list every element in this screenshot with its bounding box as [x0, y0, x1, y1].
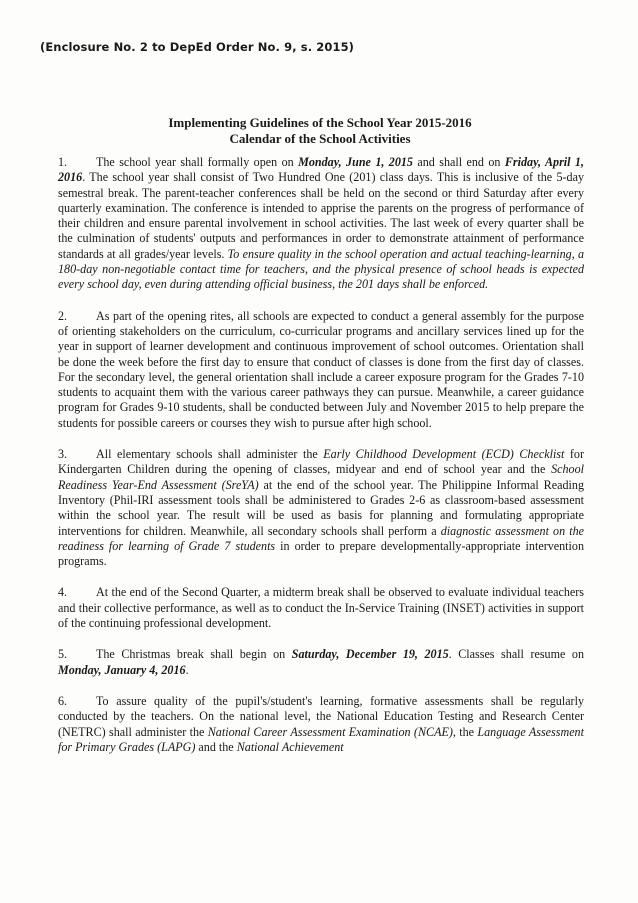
- text-segment: and the: [195, 739, 237, 754]
- text-segment: To assure quality of the pupil's/student's learning, formative assessments shall be regularly conducted by the teachers. On the national level, the National Education Testing and Research Center (NETRC) shall administer the: [58, 693, 584, 739]
- text-segment: The Christmas break shall begin on: [96, 647, 292, 662]
- emphasis-segment: National Achievement: [236, 739, 344, 754]
- title-line-2: Calendar of the School Activities: [229, 131, 411, 146]
- text-segment: and shall end on: [412, 155, 505, 169]
- date-segment: Saturday, December 19, 2015: [291, 647, 449, 662]
- emphasis-segment: diagnostic assessment on the readiness for learning of Grade 7 students: [58, 523, 584, 553]
- date-segment: Monday, June 1, 2015: [298, 155, 413, 169]
- paragraph-number: 1.: [58, 155, 68, 169]
- text-segment: , the: [452, 724, 478, 739]
- document-title: [60, 115, 580, 147]
- date-segment: Friday, April 1, 2016: [58, 155, 584, 185]
- text-segment: for Kindergarten Children during the opening of classes, midyear and end of school year and the: [58, 447, 585, 477]
- emphasis-segment: National Career Assessment Examination (NCAE): [207, 724, 453, 739]
- paragraph-number: 2.: [58, 308, 68, 323]
- document-body: [58, 155, 584, 771]
- text-segment: As part of the opening rites, all schools are expected to conduct a general assembly for the purpose of orienting stakeholders on the curriculum, co-curricular programs and ancillary services lined up for the year in support of learner development and continuous improvement of school outcomes. Orientation shall be done the week before the first day to ensure that conduct of classes is done from the first day of classes. For the secondary level, the general orientation shall include a career exposure program for the Grades 7-10 students to acquaint them with the various career pathways they can pursue. Meanwhile, a career guidance program for Grades 9-10 students, shall be conducted between July and November 2015 to help prepare the students for possible careers or courses they wish to pursue after high school.: [58, 308, 584, 430]
- paragraph-number: 5.: [58, 647, 68, 662]
- emphasis-segment: To ensure quality in the school operation and actual teaching-learning, a 180-day non-negotiable contact time for teachers, and the physical presence of school heads is expected every school day, even during attending official business, the 201 days shall be enforced.: [58, 246, 585, 292]
- text-segment: .: [185, 662, 189, 677]
- title-line-1: Implementing Guidelines of the School Year 2015-2016: [168, 115, 472, 130]
- enclosure-label: (Enclosure No. 2 to DepEd Order No. 9, s. 2015): [40, 40, 355, 54]
- emphasis-segment: Early Childhood Development (ECD) Checklist: [323, 447, 565, 462]
- text-segment: At the end of the Second Quarter, a midterm break shall be observed to evaluate individual teachers and their collective performance, as well as to conduct the In-Service Training (INSET) activities in support of the continuing professional development.: [58, 585, 584, 631]
- paragraph-number: 3.: [58, 447, 68, 462]
- paragraph-number: 6.: [58, 693, 68, 708]
- text-segment: All elementary schools shall administer the: [96, 447, 324, 462]
- paragraph-6: [58, 694, 584, 755]
- text-segment: The school year shall formally open on: [96, 155, 299, 169]
- paragraph-1: [58, 155, 584, 293]
- text-segment: at the end of the school year. The Philippine Informal Reading Inventory (Phil-IRI assessment tools shall be administered to Grades 2-6 as classroom-based assessment within the school year. The result will be used as basis for planning and formulating appropriate interventions for children. Meanwhile, all secondary schools shall perform a: [58, 477, 584, 538]
- paragraph-5: [58, 647, 584, 678]
- paragraph-2: [58, 309, 584, 431]
- text-segment: in order to prepare developmentally-appropriate intervention programs.: [58, 538, 584, 569]
- emphasis-segment: Language Assessment for Primary Grades (LAPG): [58, 724, 584, 754]
- text-segment: . The school year shall consist of Two Hundred One (201) class days. This is inclusive of the 5-day semestral break. The parent-teacher conferences shall be held on the second or third Saturday after every quarterly examination. The conference is intended to apprise the parents on the progress of performance of their children and ensure parental involvement in school activities. The last week of every quarter shall be the culmination of students' outputs and performances in order to demonstrate attainment of performance standards at all grades/year levels.: [58, 170, 584, 261]
- date-segment: Monday, January 4, 2016: [58, 662, 186, 677]
- paragraph-number: 4.: [58, 585, 68, 600]
- emphasis-segment: School Readiness Year-End Assessment (SreYA): [58, 462, 584, 492]
- text-segment: . Classes shall resume on: [448, 647, 585, 662]
- paragraph-4: [58, 585, 584, 631]
- paragraph-3: [58, 447, 584, 569]
